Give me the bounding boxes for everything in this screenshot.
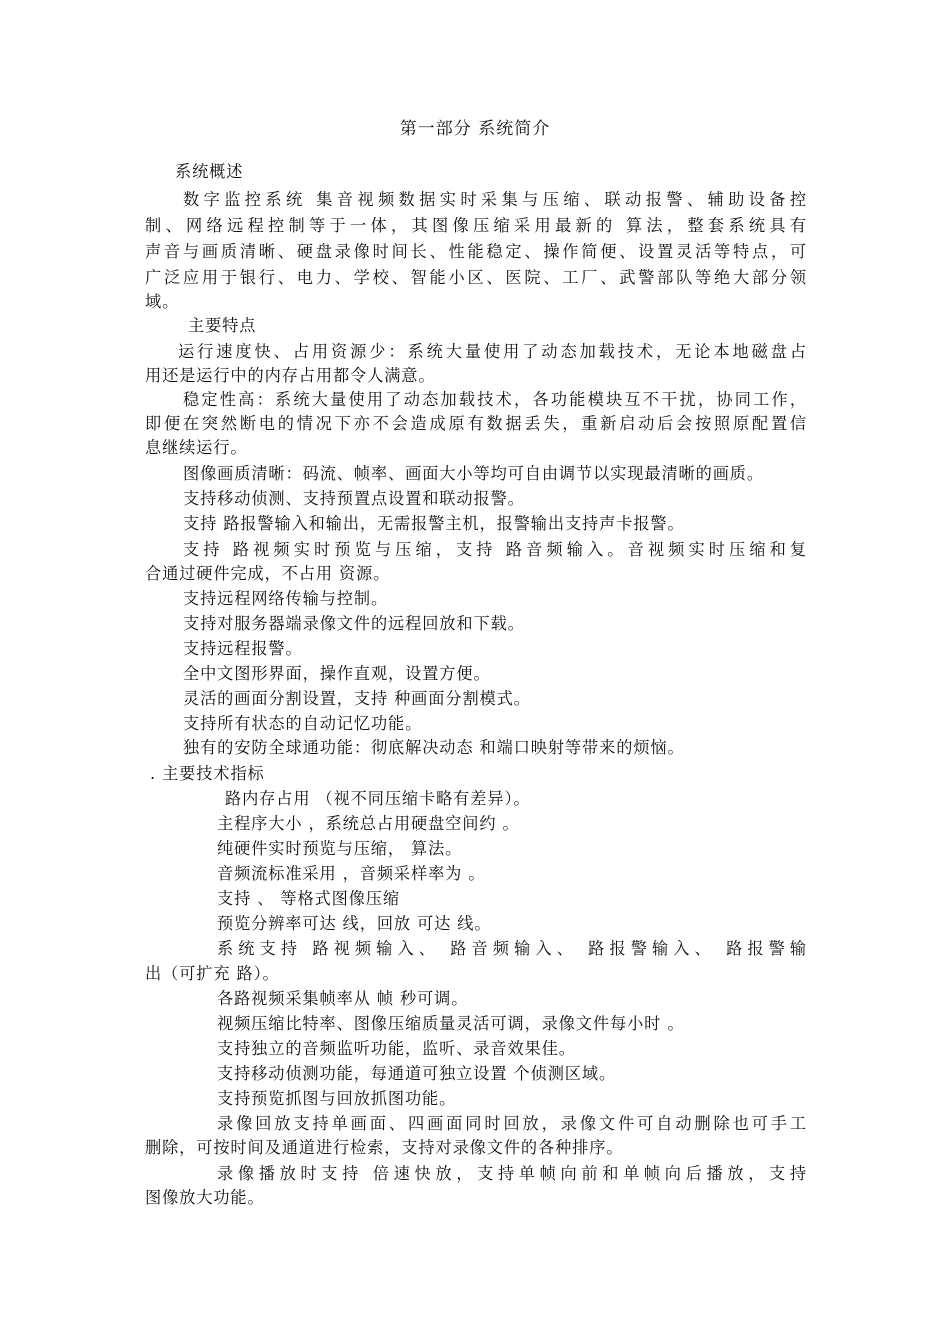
paragraph-line: 支持 、 等格式图像压缩 [217, 889, 400, 908]
paragraph-line: 用还是运行中的内存占用都令人满意。 [145, 366, 436, 385]
paragraph-line: 支持 路报警输入和输出，无需报警主机，报警输出支持声卡报警。 [183, 514, 685, 533]
paragraph-line: 全中文图形界面，操作直观，设置方便。 [183, 664, 491, 683]
paragraph-line: 出（可扩充 路）。 [145, 964, 280, 983]
paragraph-line: 各路视频采集帧率从 帧 秒可调。 [217, 989, 469, 1008]
paragraph-line: 纯硬件实时预览与压缩， 算法。 [217, 839, 463, 858]
paragraph-line: 支持移动侦测、支持预置点设置和联动报警。 [183, 489, 525, 508]
paragraph-line: 预览分辨率可达 线，回放 可达 线。 [217, 914, 492, 933]
paragraph-line: 删除，可按时间及通道进行检索，支持对录像文件的各种排序。 [145, 1138, 624, 1157]
paragraph-line: 域。 [145, 292, 180, 311]
heading-system-overview: 系统概述 [175, 162, 244, 181]
paragraph-line: 音频流标准采用 ，音频采样率为 。 [217, 864, 486, 883]
paragraph-line: 支持移动侦测功能，每通道可独立设置 个侦测区域。 [217, 1064, 617, 1083]
heading-main-features: 主要特点 [188, 316, 257, 335]
paragraph-line: 支持远程报警。 [183, 639, 303, 658]
paragraph-line: 图像画质清晰：码流、帧率、画面大小等均可自由调节以实现最清晰的画质。 [183, 464, 764, 483]
paragraph-line: 数字监控系统 集音视频数据实时采集与压缩、联动报警、辅助设备控 [183, 190, 807, 209]
page-title: 第一部分 系统简介 [399, 119, 551, 139]
paragraph-line: 主程序大小 ，系统总占用硬盘空间约 。 [217, 814, 520, 833]
paragraph-line: 录像播放时支持 倍速快放，支持单帧向前和单帧向后播放，支持 [217, 1164, 807, 1183]
heading-technical-specs: . 主要技术指标 [150, 764, 265, 783]
paragraph-line: 运行速度快、占用资源少：系统大量使用了动态加载技术，无论本地磁盘占 [178, 342, 807, 361]
paragraph-line: 广泛应用于银行、电力、学校、智能小区、医院、工厂、武警部队等绝大部分领 [145, 268, 807, 287]
paragraph-line: 合通过硬件完成，不占用 资源。 [145, 564, 391, 583]
paragraph-line: 制、网络远程控制等于一体，其图像压缩采用最新的 算法，整套系统具有 [145, 216, 807, 235]
paragraph-line: 图像放大功能。 [145, 1188, 265, 1207]
paragraph-line: 独有的安防全球通功能：彻底解决动态 和端口映射等带来的烦恼。 [183, 738, 685, 757]
paragraph-line: 支持对服务器端录像文件的远程回放和下载。 [183, 614, 525, 633]
paragraph-line: 支持预览抓图与回放抓图功能。 [217, 1089, 457, 1108]
paragraph-line: 支持 路视频实时预览与压缩，支持 路音频输入。音视频实时压缩和复 [183, 540, 807, 559]
paragraph-line: 系统支持 路视频输入、 路音频输入、 路报警输入、 路报警输 [217, 939, 807, 958]
paragraph-line: 声音与画质清晰、硬盘录像时间长、性能稳定、操作简便、设置灵活等特点，可 [145, 242, 807, 261]
paragraph-line: 息继续运行。 [145, 438, 248, 457]
paragraph-line: 支持所有状态的自动记忆功能。 [183, 714, 423, 733]
paragraph-line: 支持独立的音频监听功能，监听、录音效果佳。 [217, 1039, 576, 1058]
paragraph-line: 路内存占用 （视不同压缩卡略有差异）。 [225, 789, 531, 808]
paragraph-line: 稳定性高：系统大量使用了动态加载技术，各功能模块互不干扰，协同工作， [183, 390, 807, 409]
paragraph-line: 视频压缩比特率、图像压缩质量灵活可调，录像文件每小时 。 [217, 1014, 685, 1033]
paragraph-line: 灵活的画面分割设置，支持 种画面分割模式。 [183, 689, 531, 708]
paragraph-line: 录像回放支持单画面、四画面同时回放，录像文件可自动删除也可手工 [217, 1114, 807, 1133]
paragraph-line: 即便在突然断电的情况下亦不会造成原有数据丢失，重新启动后会按照原配置信 [145, 414, 807, 433]
paragraph-line: 支持远程网络传输与控制。 [183, 589, 389, 608]
